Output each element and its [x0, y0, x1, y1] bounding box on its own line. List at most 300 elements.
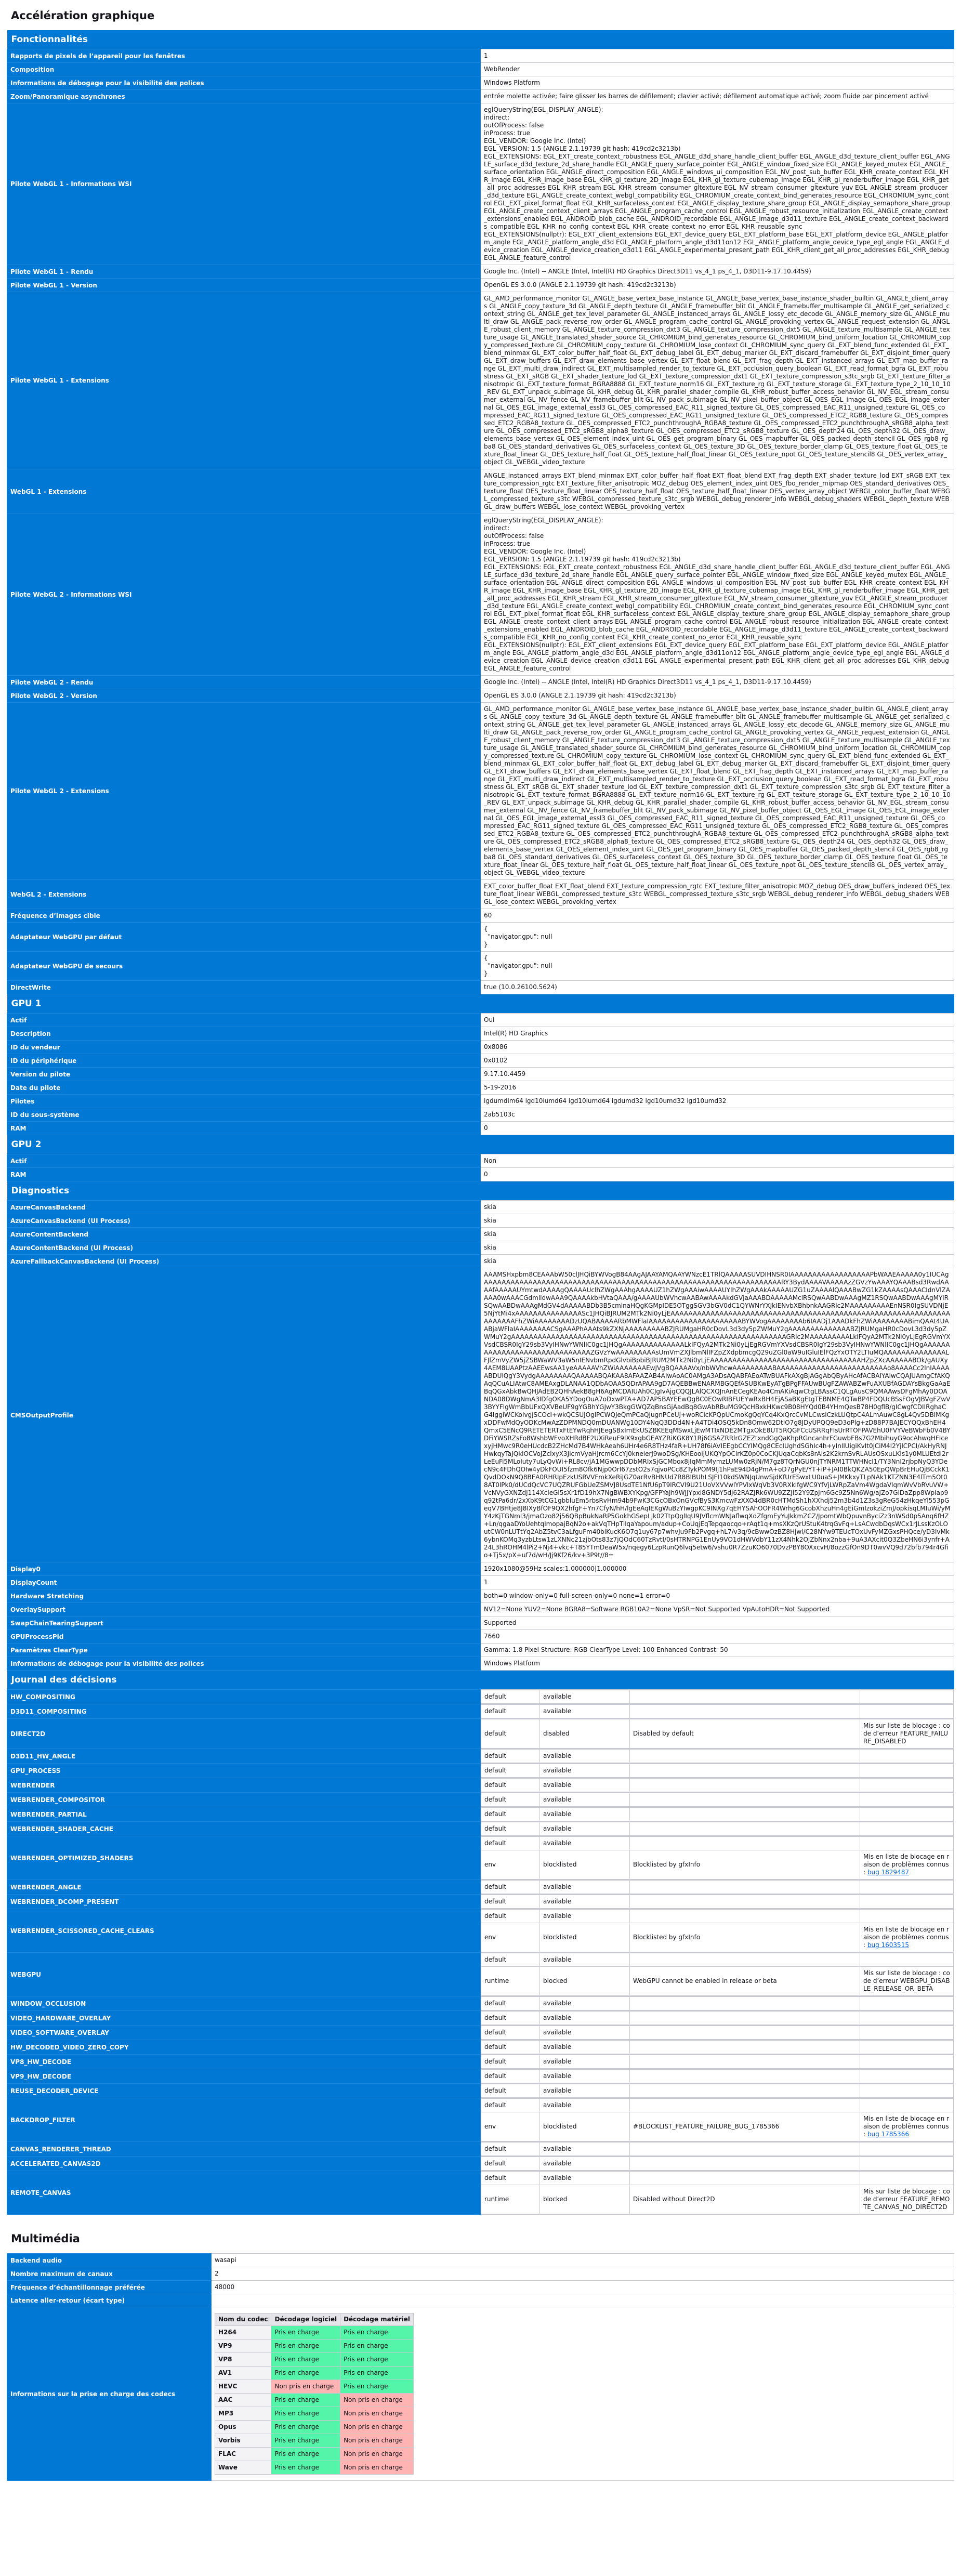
decisions-value — [481, 2171, 954, 2215]
gpu1-row — [7, 1068, 954, 1081]
decision-subrow — [481, 2112, 954, 2141]
decisions-key: WEBRENDER — [7, 1778, 481, 1793]
decision-subrow — [481, 2143, 954, 2156]
bug-link[interactable]: bug 1829487 — [867, 1869, 909, 1876]
gpu1-row — [7, 1041, 954, 1054]
decisions-row — [7, 2040, 954, 2055]
decisions-key: CANVAS_RENDERER_THREAD — [7, 2142, 481, 2157]
diagnostics-row — [7, 1241, 954, 1255]
decision-subrow — [481, 1953, 954, 1967]
decision-subrow — [481, 1822, 954, 1836]
decision-cell: env — [481, 2112, 540, 2141]
decision-cell — [860, 2099, 954, 2112]
decision-cell: available — [540, 1808, 630, 1821]
features-key: WebGL 1 - Extensions — [7, 469, 481, 514]
decision-cell — [860, 1910, 954, 1923]
decision-subrow — [481, 1923, 954, 1952]
gpu1-row — [7, 1081, 954, 1095]
decision-subtable — [481, 1749, 954, 1763]
diagnostics-header-row — [7, 1181, 954, 1201]
decision-subrow — [481, 2070, 954, 2083]
decision-cell — [860, 1881, 954, 1894]
decision-cell — [860, 1808, 954, 1821]
decision-cell: runtime — [481, 2185, 540, 2214]
decision-cell: available — [540, 1822, 630, 1836]
decisions-value — [481, 1719, 954, 1749]
decision-cell — [860, 1895, 954, 1909]
decision-cell — [860, 1793, 954, 1807]
decisions-key: WEBRENDER_DCOMP_PRESENT — [7, 1895, 481, 1909]
decision-cell: env — [481, 1923, 540, 1952]
media-row — [7, 2294, 954, 2307]
features-row — [7, 265, 954, 279]
decision-cell — [630, 1881, 860, 1894]
decisions-value — [481, 2084, 954, 2098]
decision-cell — [860, 1822, 954, 1836]
decision-cell — [860, 1705, 954, 1718]
decisions-key: VP8_HW_DECODE — [7, 2055, 481, 2069]
decision-cell — [630, 1997, 860, 2010]
decision-cell: available — [540, 2157, 630, 2171]
decision-subtable — [481, 1764, 954, 1778]
diagnostics-row — [7, 1228, 954, 1241]
features-key: Pilote WebGL 2 - Informations WSI — [7, 514, 481, 676]
decision-cell — [630, 2099, 860, 2112]
media-value: wasapi — [212, 2254, 954, 2267]
decision-cell: default — [481, 2099, 540, 2112]
codec-item — [215, 2367, 414, 2380]
gpu1-value: 5-19-2016 — [481, 1081, 954, 1095]
decisions-row — [7, 1953, 954, 1996]
decision-cell: default — [481, 1881, 540, 1894]
decision-cell — [630, 1895, 860, 1909]
decisions-row — [7, 1778, 954, 1793]
decision-cell: Blocklisted by gfxInfo — [630, 1923, 860, 1952]
codec-name: VP8 — [215, 2353, 271, 2367]
decision-subrow — [481, 2041, 954, 2054]
decisions-row — [7, 2142, 954, 2157]
codec-hw: Pris en charge — [340, 2326, 414, 2340]
features-row — [7, 103, 954, 265]
gpu1-key: RAM — [7, 1122, 481, 1135]
diagnostics-value: skia — [481, 1241, 954, 1255]
decision-subtable — [481, 2098, 954, 2141]
decision-cell — [630, 1953, 860, 1967]
decision-subtable — [481, 2084, 954, 2098]
codec-item — [215, 2353, 414, 2367]
diagnostics-value: skia — [481, 1201, 954, 1214]
decisions-row — [7, 1704, 954, 1719]
features-row — [7, 952, 954, 981]
codec-hw: Non pris en charge — [340, 2434, 414, 2448]
features-value: WebRender — [481, 63, 954, 76]
features-row — [7, 514, 954, 676]
decision-cell: available — [540, 1910, 630, 1923]
codec-sw: Pris en charge — [271, 2448, 340, 2461]
gpu1-value: 9.17.10.4459 — [481, 1068, 954, 1081]
media-row — [7, 2267, 954, 2281]
decision-cell — [860, 2172, 954, 2185]
codec-name: HEVC — [215, 2380, 271, 2394]
diagnostics-value: 7660 — [481, 1630, 954, 1644]
decisions-value — [481, 2069, 954, 2084]
media-row — [7, 2254, 954, 2267]
features-key: Pilote WebGL 1 - Version — [7, 279, 481, 292]
decision-cell: default — [481, 2070, 540, 2083]
gpu1-value: igdumdim64 igd10iumd64 igd10iumd64 igdumd32 igd10umd32 igd10umd32 — [481, 1095, 954, 1108]
decision-subtable — [481, 1822, 954, 1836]
decision-subrow — [481, 2084, 954, 2098]
decisions-key: BACKDROP_FILTER — [7, 2098, 481, 2142]
gpu1-key: Version du pilote — [7, 1068, 481, 1081]
codec-item — [215, 2326, 414, 2340]
features-key: WebGL 2 - Extensions — [7, 880, 481, 909]
decision-subtable — [481, 1807, 954, 1821]
decisions-row — [7, 1895, 954, 1909]
decisions-key: VP9_HW_DECODE — [7, 2069, 481, 2084]
decision-cell: available — [540, 1705, 630, 1718]
decisions-row — [7, 1807, 954, 1822]
decision-cell: available — [540, 2070, 630, 2083]
diagnostics-row — [7, 1616, 954, 1630]
decision-cell: available — [540, 1764, 630, 1778]
features-row — [7, 676, 954, 689]
diagnostics-key: AzureContentBackend — [7, 1228, 481, 1241]
features-row — [7, 880, 954, 909]
decision-subrow — [481, 1837, 954, 1850]
codec-hw: Non pris en charge — [340, 2421, 414, 2434]
codec-hw: Non pris en charge — [340, 2407, 414, 2421]
decision-cell: default — [481, 1750, 540, 1763]
decision-subrow — [481, 1881, 954, 1894]
features-row — [7, 49, 954, 63]
decision-subrow — [481, 1705, 954, 1718]
codec-name: MP3 — [215, 2407, 271, 2421]
decision-cell: default — [481, 1793, 540, 1807]
features-row — [7, 689, 954, 703]
diagnostics-value: 1 — [481, 1576, 954, 1589]
diagnostics-value: skia — [481, 1255, 954, 1268]
decision-cell: runtime — [481, 1967, 540, 1996]
decision-cell: Disabled without Direct2D — [630, 2185, 860, 2214]
codec-name: AAC — [215, 2394, 271, 2407]
decisions-value — [481, 1690, 954, 1704]
diagnostics-value: Windows Platform — [481, 1657, 954, 1671]
decision-cell: Disabled by default — [630, 1719, 860, 1749]
codec-value — [212, 2307, 954, 2481]
decision-cell — [630, 2172, 860, 2185]
decision-cell — [860, 2026, 954, 2040]
features-value: Google Inc. (Intel) -- ANGLE (Intel, Intel(R) HD Graphics Direct3D11 vs_4_1 ps_4_1, D3D11-9.17.10.4459) — [481, 265, 954, 279]
decision-subtable — [481, 1704, 954, 1718]
gpu2-key: Actif — [7, 1154, 481, 1168]
decisions-value — [481, 2040, 954, 2055]
decisions-row — [7, 2171, 954, 2215]
decision-cell: WebGPU cannot be enabled in release or beta — [630, 1967, 860, 1996]
decisions-value — [481, 1895, 954, 1909]
decision-cell — [630, 1690, 860, 1704]
gpu2-key: RAM — [7, 1168, 481, 1181]
gpu1-key: ID du sous-système — [7, 1108, 481, 1122]
diagnostics-key: DisplayCount — [7, 1576, 481, 1589]
codec-name: Vorbis — [215, 2434, 271, 2448]
diagnostics-key: Informations de débogage pour la visibilité des polices — [7, 1657, 481, 1671]
decisions-row — [7, 2026, 954, 2040]
codec-sw: Non pris en charge — [271, 2380, 340, 2394]
codec-table — [215, 2313, 414, 2475]
codec-hw: Non pris en charge — [340, 2461, 414, 2475]
media-value: 2 — [212, 2267, 954, 2281]
decision-cell: default — [481, 1910, 540, 1923]
decisions-value — [481, 2157, 954, 2171]
features-key: Pilote WebGL 2 - Version — [7, 689, 481, 703]
decision-cell: available — [540, 2099, 630, 2112]
decision-cell — [860, 1953, 954, 1967]
features-header-row — [7, 30, 954, 49]
features-key: Zoom/Panoramique asynchrones — [7, 90, 481, 103]
decisions-key: D3D11_COMPOSITING — [7, 1704, 481, 1719]
features-value: eglQueryString(EGL_DISPLAY_ANGLE): indirect: outOfProcess: false inProcess: true EGL_VENDOR: Google Inc. (Intel) EGL_VERSION: 1.5 (ANGLE 2.1.19739 git hash: 419cd2c3213b) EGL_EXTENSIONS: EGL_EXT_create_context_robustness EGL_ANGLE_d3d_share_handle_client_buffer EGL_ANGLE_d3d_texture_client_buffer EGL_ANGLE_surface_d3d_texture_2d_share_handle EGL_ANGLE_query_surface_pointer EGL_ANGLE_window_fixed_size EGL_ANGLE_keyed_mutex EGL_ANGLE_surface_orientation EGL_ANGLE_direct_composition EGL_ANGLE_windows_ui_composition EGL_NV_post_sub_buffer EGL_KHR_create_context EGL_KHR_image EGL_KHR_image_base EGL_KHR_gl_texture_2D_image EGL_KHR_gl_texture_cubemap_image EGL_KHR_gl_renderbuffer_image EGL_KHR_get_all_proc_addresses EGL_KHR_stream EGL_KHR_stream_consumer_gltexture EGL_NV_stream_consumer_gltexture_yuv EGL_ANGLE_stream_producer_d3d_texture EGL_ANGLE_create_context_webgl_compatibility EGL_CHROMIUM_create_context_bind_generates_resource EGL_CHROMIUM_sync_control EGL_EXT_pixel_format_float EGL_KHR_surfaceless_context EGL_ANGLE_display_texture_share_group EGL_ANGLE_display_semaphore_share_group EGL_ANGLE_create_context_client_arrays EGL_ANGLE_program_cache_control EGL_ANGLE_robust_resource_initialization EGL_ANGLE_create_context_extensions_enabled EGL_ANDROID_blob_cache EGL_ANDROID_recordable EGL_ANGLE_image_d3d11_texture EGL_ANGLE_create_context_backwards_compatible EGL_KHR_no_config_context EGL_KHR_create_context_no_error EGL_KHR_reusable_sync EGL_EXTENSIONS(nullptr): EGL_EXT_client_extensions EGL_EXT_device_query EGL_EXT_platform_base EGL_EXT_platform_device EGL_ANGLE_platform_angle EGL_ANGLE_platform_angle_d3d EGL_ANGLE_platform_angle_d3d11on12 EGL_ANGLE_platform_angle_device_type_egl_angle EGL_ANGLE_device_creation EGL_ANGLE_device_creation_d3d11 EGL_ANGLE_experimental_present_path EGL_KHR_client_get_all_proc_addresses EGL_KHR_debug EGL_ANGLE_feature_control — [481, 103, 954, 265]
decisions-row — [7, 2069, 954, 2084]
decision-cell — [860, 2157, 954, 2171]
decision-cell: blocklisted — [540, 1923, 630, 1952]
features-key: Adaptateur WebGPU par défaut — [7, 923, 481, 952]
decision-subtable — [481, 1895, 954, 1909]
diagnostics-value: skia — [481, 1214, 954, 1228]
decisions-row — [7, 2098, 954, 2142]
decision-cell — [860, 1997, 954, 2010]
decisions-key: HW_DECODED_VIDEO_ZERO_COPY — [7, 2040, 481, 2055]
decision-subrow — [481, 2099, 954, 2112]
decision-subtable — [481, 2171, 954, 2214]
decision-cell: Blocklisted by gfxInfo — [630, 1850, 860, 1880]
gpu1-header-row — [7, 994, 954, 1014]
codec-hw: Pris en charge — [340, 2353, 414, 2367]
decision-cell: default — [481, 2026, 540, 2040]
decisions-value — [481, 1793, 954, 1807]
diagnostics-key: Paramètres ClearType — [7, 1644, 481, 1657]
diagnostics-key: AzureContentBackend (UI Process) — [7, 1241, 481, 1255]
decision-subrow — [481, 1764, 954, 1778]
decisions-value — [481, 1909, 954, 1953]
features-key: Adaptateur WebGPU de secours — [7, 952, 481, 981]
decision-cell — [860, 1750, 954, 1763]
decision-subrow — [481, 2026, 954, 2040]
features-row — [7, 469, 954, 514]
diagnostics-value: 1920x1080@59Hz scales:1.000000|1.000000 — [481, 1562, 954, 1576]
codec-item — [215, 2407, 414, 2421]
decision-cell — [860, 2012, 954, 2025]
decision-reason: Mis en liste de blocage en raison de problèmes connus : — [863, 2115, 951, 2138]
features-value: 60 — [481, 909, 954, 923]
decisions-row — [7, 1719, 954, 1749]
decision-reason: Mis en liste de blocage en raison de problèmes connus : — [863, 1853, 951, 1876]
decisions-key: HW_COMPOSITING — [7, 1690, 481, 1704]
diagnostics-row — [7, 1562, 954, 1576]
decision-subrow — [481, 2185, 954, 2214]
decision-cell: default — [481, 2143, 540, 2156]
codec-key: Informations sur la prise en charge des codecs — [7, 2307, 212, 2481]
decision-cell: available — [540, 1793, 630, 1807]
codec-sw: Pris en charge — [271, 2367, 340, 2380]
decision-subrow — [481, 1808, 954, 1821]
gpu2-header: GPU 2 — [7, 1135, 954, 1154]
decisions-value — [481, 1778, 954, 1793]
decision-cell — [630, 1910, 860, 1923]
codec-sw: Pris en charge — [271, 2461, 340, 2475]
decision-cell: default — [481, 1705, 540, 1718]
decision-cell: default — [481, 1690, 540, 1704]
gpu1-key: Pilotes — [7, 1095, 481, 1108]
decision-cell: blocked — [540, 1967, 630, 1996]
codec-hw: Non pris en charge — [340, 2394, 414, 2407]
decision-cell: Mis sur liste de blocage : code d’erreur WEBGPU_DISABLE_RELEASE_OR_BETA — [860, 1967, 954, 1996]
decision-cell: default — [481, 2157, 540, 2171]
decisions-key: WEBRENDER_OPTIMIZED_SHADERS — [7, 1836, 481, 1880]
features-value: { "navigator.gpu": null } — [481, 952, 954, 981]
codec-name: Opus — [215, 2421, 271, 2434]
decisions-value — [481, 2011, 954, 2026]
diagnostics-value: NV12=None YUV2=None BGRA8=Software RGB10A2=None VpSR=Not Supported VpAutoHDR=Not Supported — [481, 1603, 954, 1616]
gpu1-row — [7, 1027, 954, 1041]
decision-subtable — [481, 1836, 954, 1880]
bug-link[interactable]: bug 1785366 — [867, 2131, 909, 2138]
decisions-value — [481, 2142, 954, 2157]
decisions-row — [7, 2084, 954, 2098]
gpu1-row — [7, 1108, 954, 1122]
decisions-key: REUSE_DECODER_DEVICE — [7, 2084, 481, 2098]
decision-cell: available — [540, 2012, 630, 2025]
codec-name: FLAC — [215, 2448, 271, 2461]
codec-sw: Pris en charge — [271, 2340, 340, 2353]
gpu1-value: 0x8086 — [481, 1041, 954, 1054]
features-key: Composition — [7, 63, 481, 76]
decision-cell: available — [540, 1750, 630, 1763]
features-row — [7, 703, 954, 880]
diagnostics-key: GPUProcessPid — [7, 1630, 481, 1644]
decision-subtable — [481, 1793, 954, 1807]
decision-cell — [630, 2041, 860, 2054]
features-value: ANGLE_instanced_arrays EXT_blend_minmax EXT_color_buffer_half_float EXT_float_blend EXT_frag_depth EXT_shader_texture_lod EXT_sRGB EXT_texture_compression_rgtc EXT_texture_filter_anisotropic MOZ_debug OES_element_index_uint OES_fbo_render_mipmap OES_standard_derivatives OES_texture_float OES_texture_float_linear OES_texture_half_float OES_texture_half_float_linear OES_vertex_array_object WEBGL_color_buffer_float WEBGL_compressed_texture_s3tc WEBGL_compressed_texture_s3tc_srgb WEBGL_debug_renderer_info WEBGL_debug_shaders WEBGL_depth_texture WEBGL_draw_buffers WEBGL_lose_context WEBGL_provoking_vertex — [481, 469, 954, 514]
graphics-table — [7, 30, 954, 2215]
decision-subrow — [481, 1750, 954, 1763]
diagnostics-row — [7, 1268, 954, 1562]
decision-cell: available — [540, 1881, 630, 1894]
decision-cell: default — [481, 1764, 540, 1778]
media-value: 48000 — [212, 2281, 954, 2294]
decision-cell — [630, 1837, 860, 1850]
decision-reason: Mis en liste de blocage en raison de problèmes connus : — [863, 1926, 951, 1949]
decision-cell — [630, 1779, 860, 1792]
diagnostics-key: OverlaySupport — [7, 1603, 481, 1616]
decisions-row — [7, 1836, 954, 1880]
gpu1-key: ID du périphérique — [7, 1054, 481, 1068]
decision-subrow — [481, 1967, 954, 1996]
diagnostics-value: AAAMSHxpbm8CEAAAbW50clJHQiBYWVogB84AAgAJAAYAMQAAYWNzcE1TRlQAAAAASUVDIHNSR0IAAAAAAAAAAAAAAAAAAPbWAAEAAAAA0y1IUCAgAAAAAAAAAAAAAAAAAAAAAAAAAAAAAAAAAAAAAAAAAAAAAAAAAAAAAAAAAAAAAAAAAAARY3BydAAAAVAAAAAzZGVzYwAAAYQAAABsd3RwdAAAAfAAAAAUYmtwdAAAAgQAAAAUclhZWgAAAhgAAAAUZ1hZWgAAAiwAAAAUYlhZWgAAAkAAAAAUZG1uZAAAAlQAAABwZG1kZAAAAsQAAACIdnVlZAAAA0wAAACGdmlldwAAA9QAAAAkbHVtaQAAA/gAAAAUbWVhcwAABAwAAAAkdGVjaAAABDAAAAAMclRSQwAABDwAAAgMZ1RSQwAABDwAAAgMYlRSQwAABDwAAAgMdGV4dAAAAABDb3B5cmlnaHQgKGMpIDE5OTggSGV3bGV0dC1QYWNrYXJkIENvbXBhbnkAAGRlc2MAAAAAAAAAEnNSR0IgSUVDNjE5NjYtMi4xAAAAAAAAAAAAAAASc1JHQiBJRUM2MTk2Ni0yLjEAAAAAAAAAAAAAAAAAAAAAAAAAAAAAAAAAAAAAAAAAAAAAAAAAAAAAAAAAAAAAAAAAAAAAAFhZWiAAAAAAAADzUQABAAAAARbMWFlaIAAAAAAAAAAAAAAAAAAAAABYWVogAAAAAAAAb6IAADj1AAADkFhZWiAAAAAAAABimQAAt4UAABjaWFlaIAAAAAAAACSgAAAPhAAAts9kZXNjAAAAAAAAABZJRUMgaHR0cDovL3d3dy5pZWMuY2gAAAAAAAAAAAAAABZJRUMgaHR0cDovL3d3dy5pZWMuY2gAAAAAAAAAAAAAAAAAAAAAAAAAAAAAAAAAAAAAAAAAAAAAAAAAAAAAAAAAAAAAAGRlc2MAAAAAAAAALklFQyA2MTk2Ni0yLjEgRGVmYXVsdCBSR0IgY29sb3VyIHNwYWNlIC0gc1JHQgAAAAAAAAAAAAAALklFQyA2MTk2Ni0yLjEgRGVmYXVsdCBSR0IgY29sb3VyIHNwYWNlIC0gc1JHQgAAAAAAAAAAAAAAAAAAAAAAAAAAAAAAZGVzYwAAAAAAAAAsUmVmZXJlbmNlIFZpZXdpbmcgQ29uZGl0aW9uIGluIElFQzYxOTY2LTIuMQAAAAAAAAAAAAAALFJlZmVyZW5jZSBWaWV3aW5nIENvbmRpdGlvbiBpbiBJRUM2MTk2Ni0yLjEAAAAAAAAAAAAAAAAAAAAAAAAAAAAAAAAAAHZpZXcAAAAAABOk/gAUXy4AEM8UAAPtzAAEEwsAA1yeAAAAAVhZWiAAAAAAAEwJVgBQAAAAVx/nbWVhcwAAAAAAAAABAAAAAAAAAAAAAAAAAAAAAAAAAo8AAAACc2lnIAAAAABDUlQgY3VydgAAAAAAAAQAAAAABQAKAA8AFAAZAB4AIwAoAC0AMgA3ADsAQABFAEoATwBUAFkAXgBjAGgAbQByAHcAfACBAIYAiwCQAJUAmgCfAKQAqQCuALIAtwC8AMEAxgDLANAA1QDbAOAA5QDrAPAA9gD7AQEBBwENARMBGQEfASUBKwEyATgBPgFFAUwBUgFZAWABZwFuAXUBfAGDAYsBkgGaAaEBqQGxAbkBwQHJAdEB2QHhAekB8gH6AgMCDAIUAh0CJgIvAjgCQQJLAlQCXQJnAnECegKEAo4CmAKiAqwCtgLBAssC1QLgAusC9QMAAwsDFgMhAy0DOANDA08DWgNmA3IDfgOKA5YDogOuA7oDxwPTA+AD7AP5BAYEEwQgBC0EOwRIBFUEYwRxBH4EjASaBKgEtgTEBNME4QTwBP4FDQUcBSsFOgVJBVgFZwV3BYYFlgWmBbUFxQXVBeUF9gYGBhYGJwY3BkgGWQZqBnsGjAadBq8GwAbRBuMG9QcHBxkHKwc9B08HYQd0B4YHmQesB78H0gflB/gICwgfCDIIRghaCG4IggiWCKoIvgjSCOcI+wkQCSUJOglPCWQJeQmPCaQJugnPCeUJ+woRCicKPQpUCmoKgQqYCq4KxQrcCvMLCwsiCzkLUQtpC4ALmAuwC8gL4Qv5DBIMKgxDDFwMdQyODKcMwAzZDPMNDQ0mDUANWg10DY4NqQ3DDd4N+A4TDi4OSQ5kDn8Omw62DtIO7g8JDyUPQQ9eD3oPlg+zD88P7BAJECYQQxBhEH4QmxC5ENcQ9RETETERTxFtEYwRqhHJEegSBxImEkUSZBKEEqMSwxLjEwMTIxNDE2MTgxOkE8UT5RQGFCcUSRRqFIsUrRTOFPAVEhU0FVYVeBWbFb0V4BYDFiYWSRZsFo8WshbWFvoXHRdBF2UXiReuF9IX9xgbGEAYZRiKGK8Y1Rj6GSAZRRlrGZEZtxndGgQaKhpRGncanhrFGuwbFBs7G2MbihuyG9ocAhwqHFIcexyjHMwc9R0eHUcdcB2ZHcMd7B4WHkAeah6UHr4e6R8THz4faR+UH78f6iAVIEEgbCCYIMQg8CEcIUghdSGhIc4h+yInIlUigiKvIt0jCiM4I2YjlCPCI/AkHyRNJHwkqyTaJQklOCVoJZclxyX3JicmVyaHJrcm6CcYJ0kneierJ9woDSg/KHEooijUKQYpOClrKZ0p0CoCKjUqaCqbKs8rAis2K2krnSvRLAUsOSxuLKIs1y0MLUEtdi2rLeEuFi5MLoIuty7uLyQvWi+RL8cv/jA1MGwwpDDbMRIxSjGCMbox8jIqMmMymzLUMw0zRjN/M7gz8TQrNGU0njTYNRM1TTWHNcI1/TY3NnI2rjbpNyQ3YDecN9c4FDhQOIw4yDkFOUI5fzm8Ofk6Njp0OrI67zstO2s7qjvoPCc8ZTykPOM9Ij1hPaE94D4gPmA+oD7gPyE/YT+iP+JAI0BkQKZA50EpQWpBrEHuQjBCckK1QvdDOkN9Q8BEA0RHRIpEzkUSRVVFmkXeRiJGZ0arRvBHNUd7R8BIBUhLSJFI10kdSWNJqUnwSjdKfUrESwxLU0uaS+JMKkxyTLpNAk1KTZNN3E4lTm5Ot08AT0lPk0/dUCdQcVC7UQZRUFGbUeZSMVJ8UsdTE1NfU6pT9lRCVI9U21UoVXVVwlYPVlxWqVb3V0RXklfgWC9YfVjLWRpZaVm4WgdaVlqmWvVbRVuVW+VcNVyGXNZdJ114XcleGl5sXr1fD19hX7NgBWBXYKpg/GFPYaJh9WJJYpxi8GNDY5dj62RAZJRk6WU9ZZJl52Y9ZpJm6Gc9Z5Nn6Wg/aJZo7GlDaZpp8WpIap9q92tPa6dr/2xXbK9tCG1gbbluEm5rbsRvHm94b9FwK3CGcOBxOnGVcfByS3KmcwFzXXO4dBR0cHTMdSh1hXXhdj52m3b4d1Z3s3gReG54zHkqeYl553pGeqV7BHtje8J8IXyBfOF9QX2hfgF+Yn7CfyN/hH/lgEeAqIEKgWuBzYIwgpKC9INXg7qEHYSAhOOFR4Wrhg6GcobXhzuHn4gEiGmIzokziZmJ/opkisqLMIuWi/yMY4zKjTGNmI3/jmaOzo82j56QBpBukNaRP5GokhGSepLjk02TtpQglIqU9JVflcmWNJaflwqXdZfgmEyYuJkkmZCZ/JpomtWbQpuvnByciZz3nWSd0p5Anq6fHZ+Ln/qgaaDYoUehtqImopajBqN2o+akVqTHpTilqaYapoum/adup+CoUqjEqTepqaocqo+rAqt1q+msXKzQrUStuK4trqGvFq+LsACwdbDqsWCx1rJLssKzOLOutCW0nLUTtYq2AbZ5tvC3aLfguFm40blKucK6O7q1uy67p7whvJu9Fb2Pvgq+hL7/v3q/9cBwwOzBZ8Hjwl/C28NYw9TEUcTOxUvFyMZGxsPHQce/yD3IvMk6ybnKOMq3yzbLtsw1zLXNNc21zjbOts83z7jQOdC60TzRvtI/0sHTRNPG1EnUy9VO1dHWVdbY11zX4Nhk2OjZbNnx2nba+9uA3AXcit0Q3ZbeHN6i3ynfr+A24L3hROHM4lPi2+Nj4+vkc+T85YTmDeaW5x/nqegy6LzpRunQ6lvq5etw6/vshu0R7ZzuKO6070DvzPBY8OXxcvH/8ozzGfOn9DT0wvVQ9d72bfb794r4Gfio+Tj5x/pX+uf7d/wH/Jj9Kf26/kv+3P9t//8= — [481, 1268, 954, 1562]
decision-cell — [630, 2143, 860, 2156]
gpu2-header-row — [7, 1135, 954, 1154]
decisions-key: WINDOW_OCCLUSION — [7, 1996, 481, 2011]
gpu1-key: ID du vendeur — [7, 1041, 481, 1054]
decision-cell: available — [540, 1837, 630, 1850]
features-value: Google Inc. (Intel) -- ANGLE (Intel, Intel(R) HD Graphics Direct3D11 vs_4_1 ps_4_1, D3D11-9.17.10.4459) — [481, 676, 954, 689]
diagnostics-key: AzureCanvasBackend (UI Process) — [7, 1214, 481, 1228]
decision-cell: default — [481, 2172, 540, 2185]
decision-cell: available — [540, 2084, 630, 2098]
gpu1-key: Actif — [7, 1014, 481, 1027]
codec-name: Wave — [215, 2461, 271, 2475]
codec-sw: Pris en charge — [271, 2394, 340, 2407]
decision-cell — [630, 1764, 860, 1778]
codec-name: VP9 — [215, 2340, 271, 2353]
media-row — [7, 2281, 954, 2294]
decision-subrow — [481, 1779, 954, 1792]
features-row — [7, 76, 954, 90]
decision-cell: default — [481, 1953, 540, 1967]
decision-cell: available — [540, 2026, 630, 2040]
decision-cell — [860, 1764, 954, 1778]
decisions-row — [7, 1822, 954, 1836]
decisions-header: Journal des décisions — [7, 1671, 954, 1690]
features-value: Windows Platform — [481, 76, 954, 90]
decisions-row — [7, 1764, 954, 1778]
graphics-title: Accélération graphique — [11, 9, 155, 22]
decision-cell: available — [540, 1997, 630, 2010]
decision-cell: default — [481, 2084, 540, 2098]
media-key: Fréquence d’échantillonnage préférée — [7, 2281, 212, 2294]
decision-cell — [860, 1690, 954, 1704]
decision-cell: Mis sur liste de blocage : code d’erreur FEATURE_REMOTE_CANVAS_NO_DIRECT2D — [860, 2185, 954, 2214]
decision-subtable — [481, 2142, 954, 2156]
features-key: Pilote WebGL 1 - Extensions — [7, 292, 481, 469]
decisions-key: WEBRENDER_COMPOSITOR — [7, 1793, 481, 1807]
codec-sw: Pris en charge — [271, 2434, 340, 2448]
decisions-row — [7, 1909, 954, 1953]
decision-cell — [860, 2112, 954, 2141]
diagnostics-row — [7, 1630, 954, 1644]
diagnostics-row — [7, 1201, 954, 1214]
decision-subrow — [481, 1910, 954, 1923]
bug-link[interactable]: bug 1603515 — [867, 1941, 909, 1949]
decision-cell: available — [540, 1779, 630, 1792]
decision-cell — [630, 1822, 860, 1836]
codec-item — [215, 2448, 414, 2461]
media-key: Nombre maximum de canaux — [7, 2267, 212, 2281]
decisions-row — [7, 2055, 954, 2069]
media-value — [212, 2294, 954, 2307]
decision-cell — [630, 2157, 860, 2171]
features-key: Rapports de pixels de l’appareil pour les fenêtres — [7, 49, 481, 63]
codec-item — [215, 2380, 414, 2394]
decision-cell — [630, 2026, 860, 2040]
diagnostics-value: Supported — [481, 1616, 954, 1630]
diagnostics-key: Display0 — [7, 1562, 481, 1576]
decisions-key: VIDEO_HARDWARE_OVERLAY — [7, 2011, 481, 2026]
gpu1-key: Description — [7, 1027, 481, 1041]
decision-subtable — [481, 1880, 954, 1894]
codec-hw: Non pris en charge — [340, 2448, 414, 2461]
codec-hw: Pris en charge — [340, 2367, 414, 2380]
gpu2-row — [7, 1154, 954, 1168]
decision-cell: disabled — [540, 1719, 630, 1749]
decisions-value — [481, 1822, 954, 1836]
features-header: Fonctionnalités — [7, 30, 954, 49]
decisions-row — [7, 2011, 954, 2026]
decisions-key: WEBRENDER_SCISSORED_CACHE_CLEARS — [7, 1909, 481, 1953]
features-value: OpenGL ES 3.0.0 (ANGLE 2.1.19739 git hash: 419cd2c3213b) — [481, 279, 954, 292]
decisions-row — [7, 1880, 954, 1895]
decision-cell: default — [481, 1808, 540, 1821]
